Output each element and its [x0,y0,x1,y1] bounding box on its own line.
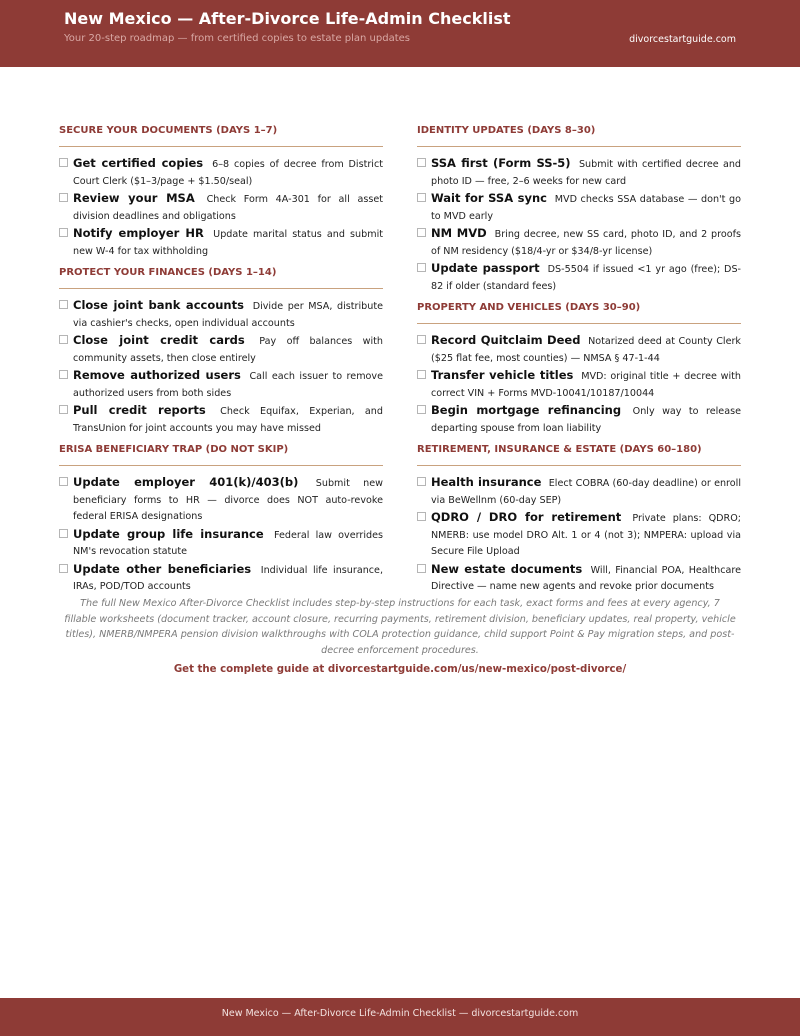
checkbox[interactable] [59,158,68,167]
right-column [417,125,741,603]
item-label: Close joint credit cards [73,333,245,347]
section-identity-updates [417,125,741,295]
checkbox[interactable] [59,370,68,379]
checklist-item [417,402,741,437]
checklist-item [59,297,383,332]
item-description: DS-5504 if issued <1 yr ago (free); DS-82 if older (standard fees) [431,264,742,292]
checkbox[interactable] [417,263,426,272]
section-title: SECURE YOUR DOCUMENTS (DAYS 1–7) [59,125,278,136]
left-column [59,125,383,603]
item-description: Federal law overrides NM's revocation statute [73,529,383,557]
guide-link[interactable]: Get the complete guide at divorcestartguide.com/us/new-mexico/post-divorce/ [173,664,627,675]
checkbox[interactable] [59,477,68,486]
item-description: Will, Financial POA, Healthcare Directive — name new agents and revoke prior documents [431,564,741,592]
item-description: Elect COBRA (60-day deadline) or enroll via BeWellnm (60-day SEP) [431,478,741,506]
checkbox[interactable] [417,158,426,167]
page-title: New Mexico — After-Divorce Life-Admin Checklist [64,9,511,28]
section-divider [417,465,741,466]
item-label: New estate documents [431,561,583,576]
item-label: Close joint bank accounts [73,298,244,312]
item-description: Individual life insurance, IRAs, POD/TOD accounts [73,564,384,592]
checkbox[interactable] [417,477,426,486]
item-label: SSA first (Form SS-5) [431,156,571,170]
checkbox[interactable] [59,193,68,202]
checkbox[interactable] [59,300,68,309]
section-divider [417,146,741,147]
checkbox[interactable] [417,512,426,521]
item-description: MVD checks SSA database — don't go to MVD early [431,194,741,222]
item-label: Update employer 401(k)/403(b) [73,475,299,489]
checklist-item [59,526,383,561]
checklist-item [59,367,383,402]
item-label: Update group life insurance [73,526,264,541]
item-label: QDRO / DRO for retirement [431,510,622,524]
checkbox[interactable] [417,405,426,414]
section-retirement-estate [417,444,741,596]
item-description: Call each issuer to remove authorized users from both sides [73,371,383,399]
checkbox[interactable] [59,564,68,573]
section-divider [417,323,741,324]
checkbox[interactable] [417,335,426,344]
section-title: PROTECT YOUR FINANCES (DAYS 1–14) [59,267,277,278]
page-header [0,0,800,67]
item-description: Submit with certified decree and photo ID — free, 2–6 weeks for new card [431,159,741,187]
section-erisa-trap [59,444,383,596]
item-label: Remove authorized users [73,368,241,382]
item-label: Record Quitclaim Deed [431,333,581,347]
checkbox[interactable] [59,228,68,237]
item-label: Transfer vehicle titles [431,368,574,382]
item-label: Pull credit reports [73,403,206,417]
checkbox[interactable] [417,370,426,379]
checklist-item [417,155,741,190]
item-description: MVD: original title + decree with correct VIN + Forms MVD-10041/10187/10044 [431,371,741,399]
item-description: Check Form 4A-301 for all asset division deadlines and obligations [73,194,383,222]
checklist-item [59,332,383,367]
checklist-item [417,474,741,509]
item-label: Review your MSA [73,191,195,205]
checkbox[interactable] [417,564,426,573]
item-description: Bring decree, new SS card, photo ID, and 2 proofs of NM residency ($18/4-yr or $34/8-yr license) [431,229,741,257]
section-title: ERISA BENEFICIARY TRAP (DO NOT SKIP) [59,444,289,455]
header-site-link[interactable]: divorcestartguide.com [629,34,736,45]
checklist-item [417,509,741,561]
checklist-item [59,225,383,260]
checkbox[interactable] [417,193,426,202]
section-protect-finances [59,267,383,437]
item-label: Begin mortgage refinancing [431,403,622,417]
checklist-item [59,561,383,596]
section-title: IDENTITY UPDATES (DAYS 8–30) [417,125,596,136]
checklist-item [417,225,741,260]
checklist-item [417,367,741,402]
section-divider [59,288,383,289]
checkbox[interactable] [59,335,68,344]
section-title: RETIREMENT, INSURANCE & ESTATE (DAYS 60–180) [417,444,702,455]
item-label: Notify employer HR [73,226,204,240]
checklist-item [417,260,741,295]
item-label: Update passport [431,261,540,275]
item-label: Update other beneficiaries [73,561,252,576]
checklist-item [59,190,383,225]
item-label: Get certified copies [73,156,204,170]
item-description: 6–8 copies of decree from District Court Clerk ($1–3/page + $1.50/seal) [73,159,384,187]
checklist-item [417,561,741,596]
item-description: Pay off balances with community assets, then close entirely [73,336,383,364]
checklist-item [59,155,383,190]
item-description: Private plans: QDRO; NMERB: use model DRO Alt. 1 or 4 (not 3); NMPERA: upload via Secure File Upload [431,513,741,557]
item-description: Submit new beneficiary forms to HR — divorce does NOT auto-revoke federal ERISA designations [73,478,383,522]
checklist-item [59,402,383,437]
page-footer: New Mexico — After-Divorce Life-Admin Checklist — divorcestartguide.com [0,998,800,1036]
checklist-item [417,332,741,367]
checkbox[interactable] [417,228,426,237]
guide-footnote: The full New Mexico After-Divorce Checklist includes step-by-step instructions for each task, exact forms and fees at every agency, 7 fillable worksheets (document tracker, account closure, recurring payments, retirement division, beneficiary updates, real property, vehicle titles), NMERB/NMPERA pension division walkthroughs with COLA protection guidance, child support Point & Pay migration steps, and post-decree enforcement procedures. [64,598,736,656]
item-label: NM MVD [431,226,487,240]
item-description: Update marital status and submit new W-4 for tax withholding [73,229,383,257]
checkbox[interactable] [59,529,68,538]
checklist-item [417,190,741,225]
checklist-item [59,474,383,526]
section-property-vehicles [417,302,741,437]
item-label: Wait for SSA sync [431,191,547,205]
section-divider [59,465,383,466]
section-secure-documents [59,125,383,260]
item-description: Check Equifax, Experian, and TransUnion for joint accounts you may have missed [73,406,383,434]
item-description: Notarized deed at County Clerk ($25 flat fee, most counties) — NMSA § 47-1-44 [431,336,741,364]
page-subtitle: Your 20-step roadmap — from certified copies to estate plan updates [64,33,410,44]
checkbox[interactable] [59,405,68,414]
item-description: Divide per MSA, distribute via cashier's checks, open individual accounts [73,301,383,329]
item-description: Only way to release departing spouse from loan liability [431,406,741,434]
section-divider [59,146,383,147]
item-label: Health insurance [431,475,542,489]
section-title: PROPERTY AND VEHICLES (DAYS 30–90) [417,302,641,313]
